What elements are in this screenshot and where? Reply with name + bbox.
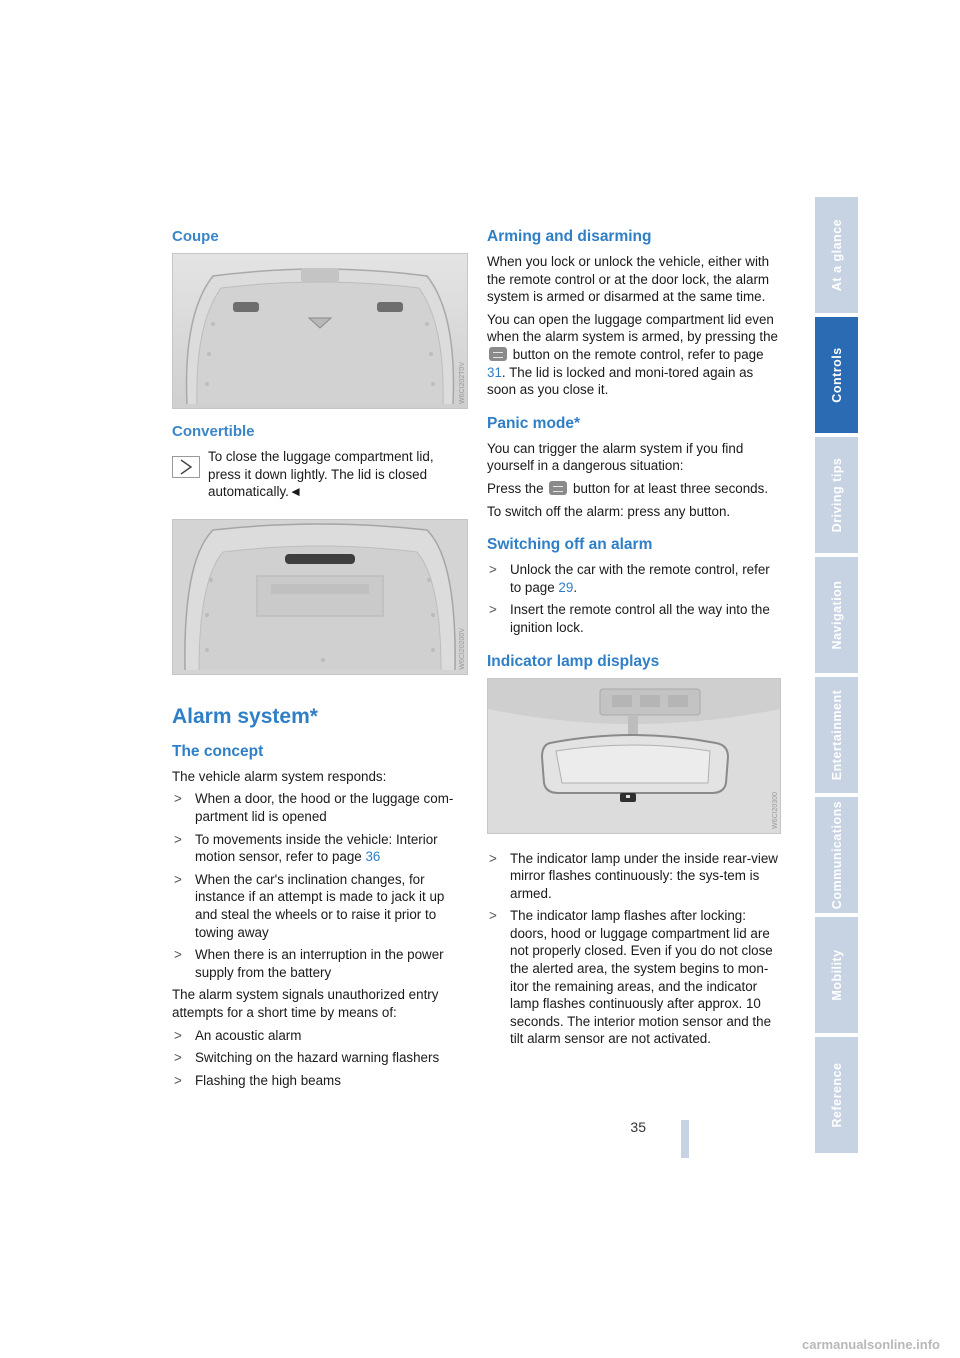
- tab-navigation[interactable]: [815, 557, 858, 675]
- list-item: > When there is an interruption in the power supply from the battery: [174, 947, 444, 980]
- coupe-trunk-lid-image: [172, 253, 468, 409]
- alarm-system-heading: Alarm system*: [172, 704, 318, 728]
- convertible-note-line1: To close the luggage compartment lid,: [208, 449, 434, 464]
- chapter-tabs: [815, 197, 858, 1159]
- signals-list: [172, 1027, 468, 1090]
- trunk-button-icon: [489, 347, 507, 361]
- page-number-bar: [681, 1120, 689, 1158]
- tab-entertainment[interactable]: [815, 677, 858, 795]
- convertible-note-line2: press it down lightly. The lid is closed: [208, 466, 428, 482]
- note-arrow-icon: [172, 456, 200, 478]
- list-item: > To movements inside the vehicle: Interior motion sensor, refer to page 36: [174, 831, 438, 865]
- tab-reference[interactable]: [815, 1037, 858, 1155]
- concept-list: [172, 790, 468, 981]
- concept-heading: The concept: [172, 742, 264, 760]
- list-item: > Flashing the high beams: [174, 1072, 341, 1088]
- list-item: > The indicator lamp flashes after locking: doors, hood or luggage compartment lid are not properly closed. Even if you do not close the alerted area, the system begins to mon-itor the remaining areas, and the indicator lamp flashes continuously after approx. 10 seconds. The interior motion sensor and the tilt alarm sensor are not activated.: [489, 908, 773, 1047]
- watermark: carmanualsonline.info: [802, 1337, 940, 1352]
- tab-label: Driving tips: [829, 457, 844, 533]
- tab-driving-tips[interactable]: [815, 437, 858, 555]
- switching-off-list: [487, 561, 780, 636]
- tab-mobility[interactable]: [815, 917, 858, 1035]
- panic-paragraph-2: Press the button for at least three seconds.: [487, 480, 769, 496]
- list-item: > Insert the remote control all the way into the ignition lock.: [489, 602, 770, 635]
- list-item: > Switching on the hazard warning flashers: [174, 1050, 440, 1066]
- page-number: 35: [630, 1119, 646, 1135]
- tab-controls[interactable]: [815, 317, 858, 435]
- right-column: [487, 228, 780, 1053]
- page-link-31[interactable]: 31: [487, 364, 502, 380]
- page-link-29[interactable]: 29: [558, 579, 574, 595]
- list-item: > The indicator lamp under the inside rear-view mirror flashes continuously: the sys-tem is armed.: [489, 850, 778, 901]
- rearview-mirror-image: [487, 678, 781, 834]
- list-item: > When the car's inclination changes, for instance if an attempt is made to jack it up and steal the wheels or to raise it prior to towing away: [174, 871, 445, 940]
- concept-intro: The vehicle alarm system responds:: [172, 768, 387, 784]
- list-item: > An acoustic alarm: [174, 1027, 302, 1043]
- arming-heading: Arming and disarming: [487, 228, 652, 245]
- list-item: > Unlock the car with the remote control, refer to page 29.: [489, 562, 770, 595]
- signals-intro: The alarm system signals unauthorized entry attempts for a short time by means of:: [172, 987, 439, 1020]
- tab-label: Entertainment: [829, 689, 844, 781]
- arming-paragraph-2: You can open the luggage compartment lid even when the alarm system is armed, by pressing the button on the remote control, refer to page 31. The lid is locked and moni-tored again as soon as you close it.: [487, 311, 778, 398]
- figure-code: W6CI20300: [772, 791, 779, 829]
- end-of-note-marker: ◄: [288, 484, 303, 500]
- page-link-36[interactable]: 36: [365, 849, 381, 865]
- tab-label: Communications: [829, 800, 844, 910]
- panic-paragraph-3: To switch off the alarm: press any button.: [487, 503, 731, 519]
- tab-communications[interactable]: [815, 797, 858, 915]
- left-column: [172, 228, 468, 1094]
- tab-label: Navigation: [829, 580, 844, 650]
- convertible-heading: Convertible: [172, 423, 255, 440]
- convertible-note: [172, 448, 468, 501]
- convertible-note-line3: automatically.◄: [208, 484, 303, 500]
- indicator-lamp-heading: Indicator lamp displays: [487, 652, 660, 670]
- convertible-trunk-lid-image: [172, 519, 468, 675]
- tab-label: Reference: [829, 1062, 844, 1128]
- arming-paragraph-1: When you lock or unlock the vehicle, either with the remote control or at the door lock, the alarm system is armed or disarmed at the same time.: [487, 254, 770, 305]
- tab-at-a-glance[interactable]: [815, 197, 858, 315]
- list-item: > When a door, the hood or the luggage com-partment lid is opened: [174, 791, 454, 824]
- tab-label: At a glance: [829, 218, 844, 292]
- tab-label: Controls: [829, 347, 844, 403]
- figure-code: W6CI20200V: [459, 628, 466, 670]
- figure-code: W6CI202T0V: [459, 361, 466, 404]
- panic-paragraph-1: You can trigger the alarm system if you find yourself in a dangerous situation:: [487, 440, 744, 474]
- panic-button-icon: [549, 481, 567, 495]
- indicator-list: [487, 850, 780, 1049]
- coupe-heading: Coupe: [172, 228, 219, 245]
- switching-off-heading: Switching off an alarm: [487, 536, 653, 554]
- panic-mode-heading: Panic mode*: [487, 414, 581, 432]
- tab-label: Mobility: [829, 949, 844, 1001]
